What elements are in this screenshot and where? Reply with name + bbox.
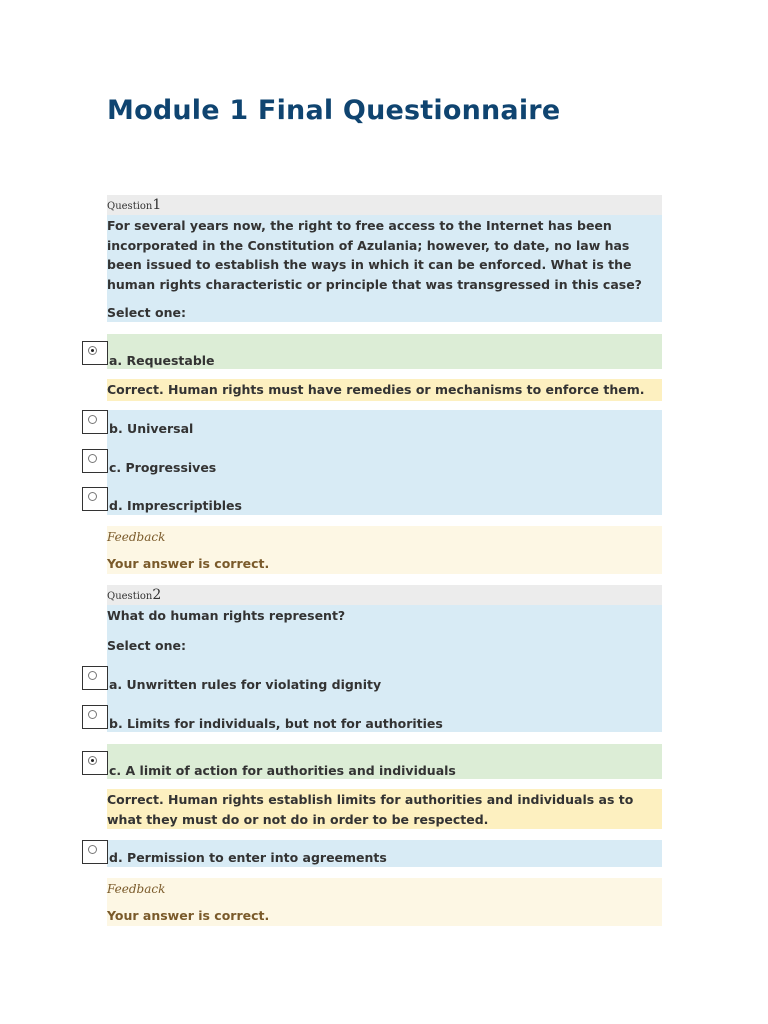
question-number: 1: [152, 197, 162, 213]
question-label: Question: [107, 591, 153, 602]
option-label-a[interactable]: a. Requestable: [109, 353, 215, 368]
radio-dot-icon: [88, 346, 97, 355]
question-header: [107, 195, 662, 215]
feedback-text: Your answer is correct.: [107, 556, 270, 571]
feedback-heading: Feedback: [107, 882, 166, 896]
option-radio-a[interactable]: [82, 341, 108, 365]
specific-feedback-text: Correct. Human rights establish limits for authorities and individuals as to what they must do or not do in order to be respected.: [107, 792, 634, 827]
feedback-heading: Feedback: [107, 530, 166, 544]
radio-dot-icon: [88, 671, 97, 680]
option-radio-d[interactable]: [82, 487, 108, 511]
option-label-d[interactable]: d. Permission to enter into agreements: [109, 850, 387, 865]
option-radio-b[interactable]: [82, 705, 108, 729]
option-radio-c[interactable]: [82, 449, 108, 473]
select-one-label: Select one:: [107, 638, 186, 653]
radio-dot-icon: [88, 756, 97, 765]
radio-dot-icon: [88, 845, 97, 854]
question-number: 2: [152, 587, 162, 603]
option-radio-d[interactable]: [82, 840, 108, 864]
option-radio-c[interactable]: [82, 751, 108, 775]
question-label: Question: [107, 201, 153, 212]
option-label-a[interactable]: a. Unwritten rules for violating dignity: [109, 677, 382, 692]
option-radio-a[interactable]: [82, 666, 108, 690]
radio-dot-icon: [88, 415, 97, 424]
specific-feedback-text: Correct. Human rights must have remedies or mechanisms to enforce them.: [107, 382, 645, 397]
option-label-b[interactable]: b. Universal: [109, 421, 194, 436]
option-label-c[interactable]: c. Progressives: [109, 460, 217, 475]
question-text: What do human rights represent?: [107, 608, 346, 623]
page-title: Module 1 Final Questionnaire: [107, 95, 561, 126]
option-label-d[interactable]: d. Imprescriptibles: [109, 498, 242, 513]
question-text: For several years now, the right to free access to the Internet has been incorporated in the Constitution of Azulania; however, to date, no law has been issued to establish the ways in which it can be enforced. What is the human rights characteristic or principle that was transgressed in this case?: [107, 218, 642, 292]
radio-dot-icon: [88, 710, 97, 719]
question-header: [107, 585, 662, 605]
select-one-label: Select one:: [107, 305, 186, 320]
feedback-text: Your answer is correct.: [107, 908, 270, 923]
radio-dot-icon: [88, 454, 97, 463]
option-label-b[interactable]: b. Limits for individuals, but not for authorities: [109, 716, 443, 731]
option-radio-b[interactable]: [82, 410, 108, 434]
radio-dot-icon: [88, 492, 97, 501]
option-label-c[interactable]: c. A limit of action for authorities and individuals: [109, 763, 456, 778]
